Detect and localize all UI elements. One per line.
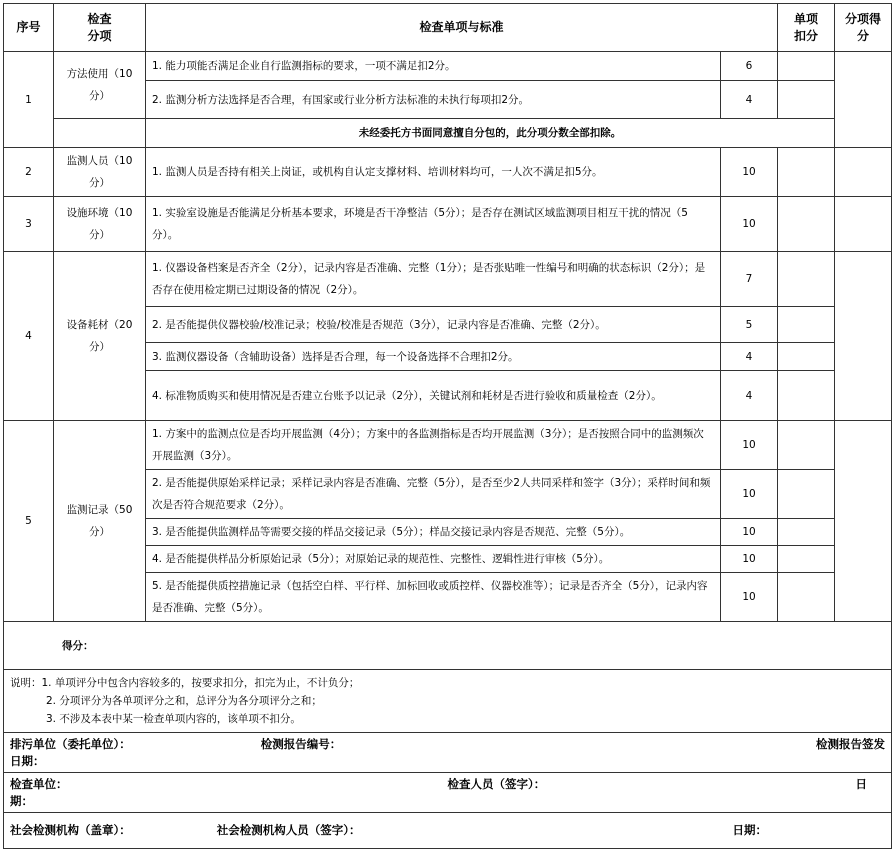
criterion-text: 3. 是否能提供监测样品等需要交接的样品交接记录（5分）；样品交接记录内容是否规范、完整（5分）。 bbox=[146, 519, 721, 546]
section-score-cell[interactable] bbox=[835, 52, 892, 148]
polluter-unit-label[interactable]: 排污单位（委托单位）： bbox=[10, 736, 131, 751]
agency-staff-signature-label[interactable]: 社会检测机构人员（签字）： bbox=[216, 823, 361, 837]
criterion-text: 1. 监测人员是否持有相关上岗证，或机构自认定支撑材料、培训材料均可，一人次不满足扣5分。 bbox=[146, 148, 721, 197]
signature-table bbox=[3, 732, 892, 849]
note-line: 说明：1. 单项评分中包含内容较多的，按要求扣分，扣完为止，不计负分； bbox=[10, 677, 360, 689]
criterion-text: 1. 方案中的监测点位是否均开展监测（4分）；方案中的各监测指标是否均开展监测（3分）；是否按照合同中的监测频次开展监测（3分）。 bbox=[146, 421, 721, 470]
criterion-text: 1. 仪器设备档案是否齐全（2分），记录内容是否准确、完整（1分）；是否张贴唯一性编号和明确的状态标识（2分）；是否存在使用检定期已过期设备的情况（2分）。 bbox=[146, 252, 721, 307]
deduction-cell[interactable] bbox=[778, 343, 835, 371]
inspection-date-label-1[interactable]: 日 bbox=[855, 776, 867, 791]
signature-cell bbox=[4, 733, 892, 773]
signature-row bbox=[4, 773, 892, 813]
criterion-score: 5 bbox=[721, 307, 778, 343]
criterion-text: 3. 监测仪器设备（含辅助设备）选择是否合理，每一个设备选择不合理扣2分。 bbox=[146, 343, 721, 371]
header-row bbox=[4, 4, 892, 52]
deduction-cell[interactable] bbox=[778, 371, 835, 421]
criterion-score: 10 bbox=[721, 470, 778, 519]
header-category-line2: 分项 bbox=[87, 28, 112, 43]
criterion-text: 1. 能力项能否满足企业自行监测指标的要求，一项不满足扣2分。 bbox=[146, 52, 721, 81]
report-issue-label[interactable]: 检测报告签发 bbox=[816, 736, 885, 751]
section-score-cell[interactable] bbox=[835, 421, 892, 622]
header-seq: 序号 bbox=[4, 4, 54, 52]
criterion-text: 5. 是否能提供质控措施记录（包括空白样、平行样、加标回收或质控样、仪器校准等）；记录是否齐全（5分），记录内容是否准确、完整（5分）。 bbox=[146, 573, 721, 622]
criterion-score: 4 bbox=[721, 371, 778, 421]
inspection-date-label-2[interactable]: 期： bbox=[10, 793, 33, 808]
criterion-text: 1. 实验室设施是否能满足分析基本要求，环境是否干净整洁（5分）；是否存在测试区域监测项目相互干扰的情况（5分）。 bbox=[146, 197, 721, 252]
section-name: 方法使用（10分） bbox=[54, 52, 146, 119]
total-score-label[interactable]: 得分： bbox=[4, 622, 892, 670]
section-score-cell[interactable] bbox=[835, 252, 892, 421]
table-row bbox=[4, 148, 892, 197]
note-line: 2. 分项评分为各单项评分之和，总评分为各分项评分之和； bbox=[46, 695, 322, 707]
deduction-cell[interactable] bbox=[778, 307, 835, 343]
signature-cell bbox=[4, 813, 892, 849]
criterion-score: 10 bbox=[721, 421, 778, 470]
signature-row bbox=[4, 733, 892, 773]
section-name: 设备耗材（20分） bbox=[54, 252, 146, 421]
header-single-line2: 扣分 bbox=[794, 28, 819, 43]
section-name: 监测人员（10分） bbox=[54, 148, 146, 197]
section-seq: 2 bbox=[4, 148, 54, 197]
deduction-cell[interactable] bbox=[778, 470, 835, 519]
criterion-text: 2. 是否能提供仪器校验/校准记录；校验/校准是否规范（3分），记录内容是否准确、完整（2分）。 bbox=[146, 307, 721, 343]
header-criteria: 检查单项与标准 bbox=[146, 4, 778, 52]
deduction-cell[interactable] bbox=[778, 52, 835, 81]
section-name: 设施环境（10分） bbox=[54, 197, 146, 252]
deduction-cell[interactable] bbox=[778, 81, 835, 119]
criterion-score: 7 bbox=[721, 252, 778, 307]
table-row bbox=[4, 52, 892, 81]
header-total-line2: 分 bbox=[857, 28, 870, 43]
criterion-score: 6 bbox=[721, 52, 778, 81]
score-row bbox=[4, 622, 892, 670]
criterion-score: 10 bbox=[721, 197, 778, 252]
report-number-label[interactable]: 检测报告编号： bbox=[260, 736, 342, 751]
note-line: 3. 不涉及本表中某一检查单项内容的，该单项不扣分。 bbox=[46, 713, 301, 725]
table-row bbox=[4, 252, 892, 307]
deduction-cell[interactable] bbox=[778, 519, 835, 546]
deduction-cell[interactable] bbox=[778, 546, 835, 573]
criterion-score: 10 bbox=[721, 519, 778, 546]
scoring-table bbox=[3, 3, 892, 733]
criterion-score: 10 bbox=[721, 573, 778, 622]
header-total bbox=[835, 4, 892, 52]
table-row bbox=[4, 421, 892, 470]
subcontract-note: 未经委托方书面同意擅自分包的，此分项分数全部扣除。 bbox=[146, 119, 835, 148]
deduction-cell[interactable] bbox=[778, 148, 835, 197]
inspector-signature-label[interactable]: 检查人员（签字）： bbox=[447, 776, 546, 791]
agency-date-label[interactable]: 日期： bbox=[732, 823, 767, 837]
header-category-line1: 检查 bbox=[87, 11, 112, 26]
section-seq: 4 bbox=[4, 252, 54, 421]
header-single-line1: 单项 bbox=[794, 11, 819, 26]
criterion-text: 2. 是否能提供原始采样记录；采样记录内容是否准确、完整（5分），是否至少2人共同采样和签字（3分）；采样时间和频次是否符合规范要求（2分）。 bbox=[146, 470, 721, 519]
report-date-label[interactable]: 日期： bbox=[10, 753, 45, 768]
criterion-score: 10 bbox=[721, 546, 778, 573]
blank-cell bbox=[54, 119, 146, 148]
table-row bbox=[4, 119, 892, 148]
section-seq: 1 bbox=[4, 52, 54, 148]
criterion-score: 4 bbox=[721, 343, 778, 371]
table-row bbox=[4, 197, 892, 252]
criterion-score: 4 bbox=[721, 81, 778, 119]
signature-cell bbox=[4, 773, 892, 813]
deduction-cell[interactable] bbox=[778, 197, 835, 252]
criterion-text: 4. 标准物质购买和使用情况是否建立台账予以记录（2分），关键试剂和耗材是否进行验收和质量检查（2分）。 bbox=[146, 371, 721, 421]
section-name: 监测记录（50分） bbox=[54, 421, 146, 622]
section-seq: 3 bbox=[4, 197, 54, 252]
signature-row bbox=[4, 813, 892, 849]
section-score-cell[interactable] bbox=[835, 148, 892, 197]
header-total-line1: 分项得 bbox=[845, 11, 882, 26]
section-seq: 5 bbox=[4, 421, 54, 622]
section-score-cell[interactable] bbox=[835, 197, 892, 252]
deduction-cell[interactable] bbox=[778, 421, 835, 470]
inspection-unit-label[interactable]: 检查单位： bbox=[10, 776, 68, 791]
deduction-cell[interactable] bbox=[778, 252, 835, 307]
inspection-form bbox=[3, 3, 891, 849]
notes-row bbox=[4, 670, 892, 733]
deduction-cell[interactable] bbox=[778, 573, 835, 622]
criterion-score: 10 bbox=[721, 148, 778, 197]
header-category bbox=[54, 4, 146, 52]
notes bbox=[4, 670, 892, 733]
criterion-text: 2. 监测分析方法选择是否合理，有国家或行业分析方法标准的未执行每项扣2分。 bbox=[146, 81, 721, 119]
agency-seal-label[interactable]: 社会检测机构（盖章）： bbox=[10, 823, 131, 837]
header-single bbox=[778, 4, 835, 52]
criterion-text: 4. 是否能提供样品分析原始记录（5分）；对原始记录的规范性、完整性、逻辑性进行审核（5分）。 bbox=[146, 546, 721, 573]
